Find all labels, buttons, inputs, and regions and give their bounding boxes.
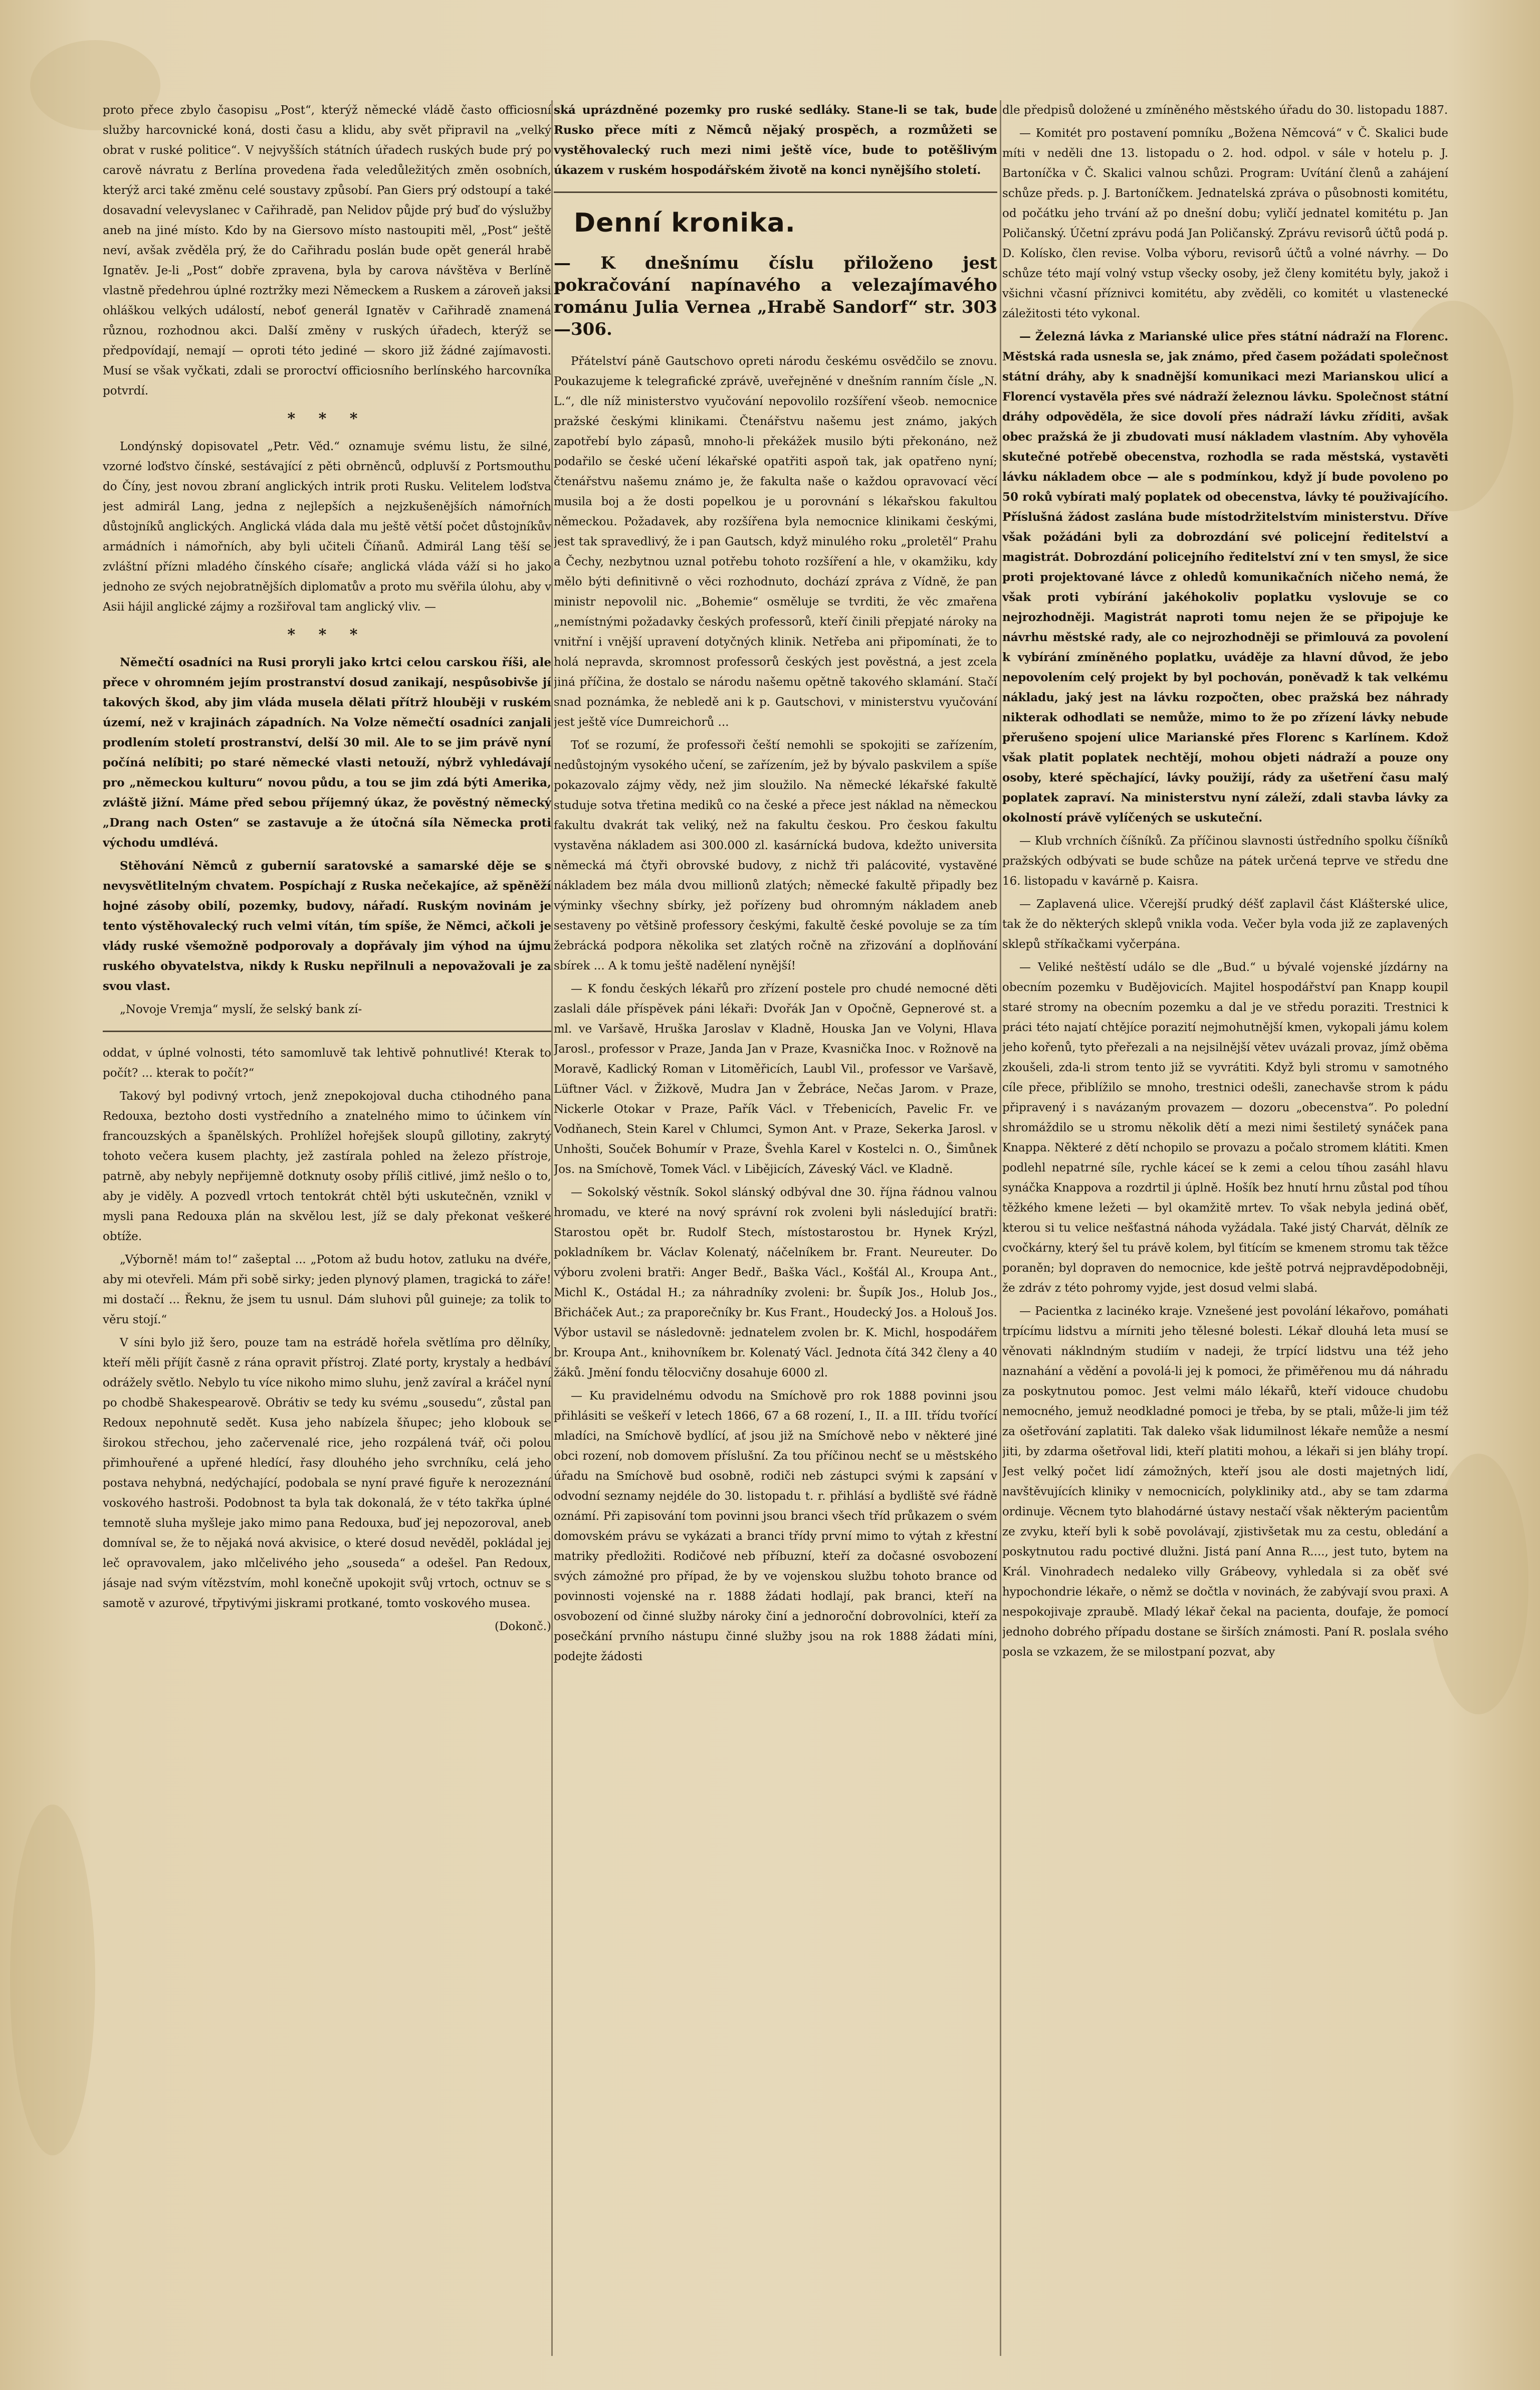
news-item: dle předpisů doložené u zmíněného městského úřadu do 30. listopadu 1887. [1002, 104, 1448, 117]
lead-notice: — K dnešnímu číslu přiloženo jest pokračování napínavého a velezajímavého románu Julia Vernea „Hrabě Sandorf“ str. 303—306. [554, 253, 997, 339]
news-item: Toť se rozumí, že professoři čeští nemohli se spokojiti se zařízením, nedůstojným vysokého učení, se zařízením, jež by bývalo paskvilem a spíše pokazovalo zájmy vědy, než jim sloužilo. Na německé lékařské fakultě studuje sotva třetina mediků co na české a přece jest náklad na německou fakultu dvakrát tak veliký, než na fakultu českou. Pro českou fakultu vystavěna nákladem asi 300.000 zl. kasárnícká budova, kdežto universita německá má čtyři obrovské budovy, z nichž tři palácovité, vystavěné nákladem bez mála dvou millionů zlatých; německé fakultě připadly bez výminky všechny sbírky, jež pořízeny bud ohromným nákladem aneb sestaveny po většině professory českými, fakultě české povoluje se za tím žebrácká podpora několika set zlatých ročně na zřizování a doplňování sbírek ... A k tomu ještě nadělení nynější! [554, 739, 997, 972]
article-paragraph: ská uprázdněné pozemky pro ruské sedláky. Stane-li se tak, bude Rusko přece míti z Němců nějaký prospěch, a rozmůžeti se vystěhovalecký ruch mezi nimi ještě více, bude to potěšlivým úkazem v ruském hospodářském životě na konci nynějšího století. [554, 103, 997, 177]
asterisk-separator: * * * [287, 410, 367, 428]
column-rule [551, 100, 553, 2356]
feuilleton-paragraph: „Výborně! mám to!“ zašeptal ... „Potom až budu hotov, zatluku na dvéře, aby mi otevřeli. Mám při sobě sirky; jeden plynový plamen, tragická to záře! mi dostačí ... Řeknu, že jsem tu usnul. Dám sluhovi půl guineje; za tolik to věru stojí.“ [103, 1253, 551, 1326]
to-be-continued: (Dokonč.) [494, 1620, 551, 1633]
asterisk-separator: * * * [287, 626, 367, 644]
column-left [103, 100, 551, 2366]
news-item: Přátelství páně Gautschovo opreti národu českému osvědčilo se znovu. Poukazujeme k telegrafické zprávě, uveřejněné v dnešním ranním čísle „N. L.“, dle níž ministerstvo vyučování nepovolilo rozšíření všeob. nemocnice pražské českými klinikami. Čtenářstvu našemu jest známo, jakých zapotřebí bylo zápasů, mnoho-li překážek musilo býti překonáno, než podařilo se české učení lékařské opatřiti aspoň tak, jak opatřeno nyní; čtenářstvu našemu známo je, že fakulta naše o každou opravovací věcí musila boj a že dosti popelkou je u porovnání s lékařskou fakultou německou. Požadavek, aby rozšířena byla nemocnice klinikami českými, jest tak spravedlivý, že i pan Gautsch, když minulého roku „proletěl“ Prahu a Čechy, nezbytnou uznal potřebu tohoto rozšíření a hle, v okamžiku, kdy mělo býti definitivně o věci rozhodnuto, dochází zpráva z Vídně, že pan ministr nepovolil nic. „Bohemie“ osměluje se tvrditi, že věc zmařena „nemístnými požadavky českých professorů, kteří činili přepjaté nároky na vnitřní i vnější upravení dotyčných klinik. Netřeba ani připomínati, že to holá nepravda, skromnost professorů českých jest pověstná, a jest zcela jiná příčina, že dostalo se národu našemu opětně takového sklamání. Stačí snad poznámka, že nebledě ani k p. Gautschovi, v ministerstvu vyučování jest ještě více Dumreichorů ... [554, 355, 997, 729]
section-heading: Denní kronika. [574, 208, 796, 238]
news-item: — K fondu českých lékařů pro zřízení postele pro chudé nemocné děti zaslali dále příspěvek páni lékaři: Dvořák Jan v Opočně, Gepnerové st. a ml. ve Varšavě, Hruška Jaroslav v Kladně, Houska Jan ve Volyni, Hlava Jarosl., professor v Praze, Janda Jan v Praze, Kvasnička Inoc. v Rožnově na Moravě, Kadlický Roman v Litoměřicích, Laubl Vil., professor ve Varšavě, Lüftner Václ. v Žižkově, Mudra Jan v Žebráce, Nečas Jarom. v Praze, Nickerle Otokar v Praze, Pařík Václ. v Třebenicích, Pavelic Fr. ve Vodňanech, Stein Karel v Chlumci, Symon Ant. v Praze, Sekerka Jarosl. v Unhošti, Souček Bohumír v Praze, Švehla Karel v Kostelci n. O., Šimůnek Jos. na Smíchově, Tomek Václ. v Libějicích, Záveský Václ. ve Kladně. [554, 982, 997, 1176]
article-paragraph: Němečtí osadníci na Rusi proryli jako krtci celou carskou říši, ale přece v ohromném jejím prostranství dosud zanikají, nespůsobivše jí takových škod, aby jim vláda musela dělati přítrž hlouběji v ruském území, než v krajinách západních. Na Volze němečtí osadníci zanjali prodlením století prostranství, delší 30 mil. Ale to se jim právě nyní počíná nelíbiti; po staré německé vlasti netouží, nýbrž vyhledávají pro „německou kulturu“ novou půdu, a tou se jim zdá býti Amerika, zvláště jižní. Máme před sebou příjemný úkaz, že pověstný německý „Drang nach Osten“ se zastavuje a že útočná síla Německa proti východu umdlévá. [103, 656, 551, 850]
article-paragraph: „Novoje Vremja“ myslí, že selský bank zí- [120, 1003, 362, 1016]
news-item: — Zaplavená ulice. Včerejší prudký déšť zaplavil část Klášterské ulice, tak že do některých sklepů vnikla voda. Večer byla voda již ze zaplavených sklepů stříkačkami vyčerpána. [1002, 898, 1448, 951]
article-paragraph: Londýnský dopisovatel „Petr. Věd.“ oznamuje svému listu, že silné, vzorné loďstvo čínské, sestávající z pěti obrněnců, odpluvší z Portsmouthu do Číny, jest novou zbraní anglických intrik proti Rusku. Velitelem loďstva jest admirál Lang, jedna z nejlepších a nejzkušenějších námořních důstojníků anglických. Anglická vláda dala mu ještě větší počet důstojníkův armádních i námořních, aby byli učiteli Číňanů. Admirál Lang těší se zvláštní přízni mladého čínského císaře; anglická vláda váží si ho jako jednoho ze svých nejobratnějších diplomatův a proto mu svěřila úlohu, aby v Asii hájil anglické zájmy a rozšiřoval tam anglický vliv. — [103, 440, 551, 614]
section-divider [554, 191, 997, 193]
column-middle [554, 100, 997, 2366]
feuilleton-paragraph: Takový byl podivný vrtoch, jenž znepokojoval ducha ctihodného pana Redouxa, beztoho dosti vystředního a znatelného mimo to účinkem vín francouzských a španělských. Prohlížel hořejšek sloupů gillotiny, zakrytý tohoto večera kusem plachty, jež zastírala pohled na železo přístroje, patrně, aby nebyly nepřijemně dotknuty osoby příliš citlivé, jimž nešlo o to, aby je viděly. A pozvedl vrtoch tentokrát chtěl býti uskutečněn, vznikl v mysli pana Redouxa plán na skvělou lest, jíž se daly překonat veškeré obtíže. [103, 1090, 551, 1243]
feuilleton-paragraph: V síni bylo již šero, pouze tam na estrádě hořela světlíma pro dělníky, kteří měli příjít časně z rána opravit přístroj. Zlaté porty, krystaly a hedbáví odrážely světlo. Nebylo tu více nikoho mimo sluhu, jenž zavíral a kráčel nyní po chodbě Shakespearově. Obrátiv se tedy ku svému „sousedu“, zůstal pan Redoux nepohnutě sedět. Kusa jeho nabízela šňupec; jeho klobouk se širokou střechou, jeho začervenalé rice, jeho rozpálená tvář, oči polou přimhouřené a upřené hledící, řasy dlouhého jeho svrchníku, celá jeho postava nehybná, nedýchající, podobala se nyní pravé figuře k nerozeznání voskového hastroši. Podobnost ta byla tak dokonalá, že v této takřka úplné temnotě sluha myšleje jako mimo pana Redouxa, buď jej nepozoroval, aneb domníval se, že to nějaká nová akvisice, o které dosud nevěděl, pokládal jej leč opravovalem, jako mlčelivého jeho „souseda“ a odešel. Pan Redoux, jásaje nad svým vítězstvím, mohl konečně upokojit svůj vrtoch, octnuv se s samotě v azurové, třpytivými jiskrami protkané, tomto voskového musea. [103, 1336, 551, 1610]
news-item: — Klub vrchních číšníků. Za příčinou slavnosti ústředního spolku číšníků pražských odbývati se bude schůze na pátek určená teprve ve středu dne 16. listopadu v kavárně p. Kaisra. [1002, 835, 1448, 888]
article-paragraph: proto přece zbylo časopisu „Post“, kterýž německé vládě často officiosní služby harcovnické koná, dosti času a klidu, aby svět připravil na „velký obrat v ruské politice“. V nejvyšších státních úřadech ruských bude prý po carově návratu z Berlína provedena řada veledůležitých změn osobních, kterýž arci také změnu celé soustavy způsobí. Pan Giers prý odstoupí a také dosavadní velevyslanec v Cařihradě, pan Nelidov půjde prý buď do výslužby aneb na jiné místo. Kdo by na Giersovo místo nastoupiti měl, „Post“ ještě neví, avšak zvěděla prý, že do Cařihradu poslán bude opět generál hrabě Ignatěv. Je-li „Post“ dobře zpravena, byla by carova návštěva v Berlíně vlastně předehrou úplné roztržky mezi Německem a Ruskem a zároveň jaksi ohláškou velkých událostí, neboť generál Ignatěv v Cařihradě znamená různou, rozhodnou akci. Další změny v ruských úřadech, kterýž se předpovídají, nemají — oproti této jediné — skoro již žádné zajímavosti. Musí se však vyčkati, zdali se proroctví officiosního berlínského harcovníka potvrdí. [103, 104, 551, 397]
article-paragraph: Stěhování Němců z gubernií saratovské a samarské děje se s nevysvětlitelným chvatem. Pospíchají z Ruska nečekajíce, až spěněží hojné zásoby obilí, pozemky, budovy, nářadí. Ruským novinám je tento výstěhovalecký ruch velmi vítán, tím spíše, že Němci, ačkoli je vlády ruské všemožně podporovaly a dopřávaly jim výhod na újmu ruského obyvatelstva, nikdy k Rusku nepřilnuli a nepovažovali je za svou vlast. [103, 859, 551, 993]
news-item: — Pacientka z lacinéko kraje. Vznešené jest povolání lékařovo, pomáhati trpícímu lidstvu a mírniti jeho tělesné bolesti. Lékař dlouhá leta musí se věnovati náklndným studiím v nadeji, že trpící lidstvu una též jeho naznahání a vědění a povolá-li jej k pomoci, že přiměřenou mu dá náhradu za poskytnutou pomoc. Jest velmi málo lékařů, kteří vidouce chudobu nemocného, jemuž neodkladné pomoci je třeba, by se ptali, může-li jim též za ošetřování zaplatiti. Tak daleko však lidumilnost lékaře nemůže a nesmí jiti, by zdarma ošetřoval lidi, kteří platiti mohou, a lékaři si jen bláhy tropí. Jest velký počet lidí zámožných, kteří jsou ale dosti majetných lidí, navštěvujících kliniky v nemocnicích, polykliniky atd., aby se tam zdarma ordinuje. Věcnem tyto blahodárné ústavy nestačí však některým pacientům ze zvyku, kteří byli k sobě povolávají, zjistivšetak mu za cestu, obledání a poskytnutou radu poctivé dlužni. Jistá paní Anna R...., jest tuto, bytem na Král. Vinohradech nedaleko villy Grábeovy, vyhledala si za oběť své hypochondrie lékaře, o němž se dočtla v novinách, že zabývají svou praxi. A nespokojivaje zpraubě. Mladý lékař čekal na pacienta, doufaje, že pomocí jednoho dobrého případu dostane se širších známosti. Paní R. poslala svého posla se vzkazem, že se milostpaní pozvat, aby [1002, 1305, 1448, 1659]
section-divider [103, 1031, 551, 1032]
news-item: — Sokolský věstník. Sokol slánský odbýval dne 30. října řádnou valnou hromadu, ve které na nový správní rok zvoleni byli následující bratři: Starostou opět br. Rudolf Stech, místostarostou br. Hynek Krýzl, pokladníkem br. Václav Kolenatý, náčelníkem br. Frant. Neureuter. Do výboru zvoleni bratři: Anger Bedř., Baška Václ., Košťál Al., Kroupa Ant., Michl K., Ostádal H.; za náhradníky zvoleni: br. Šupík Jos., Holub Jos., Břicháček Aut.; za praporečníky br. Kus Frant., Houdecký Jos. a Holouš Jos. Výbor ustavil se následovně: jednatelem zvolen br. K. Michl, hospodářem br. Kroupa Ant., knihovníkem br. Kolenatý Václ. Jednota čítá 342 členy a 40 žáků. Jmění fondu tělocvičny dosahuje 6000 zl. [554, 1186, 997, 1379]
feuilleton-paragraph: oddat, v úplné volnosti, této samomluvě tak lehtivě pohnutlivé! Kterak to počít? ... kterak to počít?“ [103, 1047, 551, 1080]
column-right [1002, 100, 1448, 2366]
news-item: — Železná lávka z Marianské ulice přes státní nádraží na Florenc. Městská rada usnesla se, jak známo, před časem požádati společnost státní dráhy, aby k snadnější komunikaci mezi Marianskou ulicí a Florencí vystavěla přes své nádraží železnou lávku. Společnost státní dráhy odpověděla, že sice dovolí přes nádraží lávku zříditi, avšak obec pražská že ji zbudovati musí nákladem vlastním. Aby vyhověla skutečné potřebě obecenstva, rozhodla se rada městská, vystavěti lávku nákladem obce — ale s podmínkou, když jí bude povoleno po 50 roků vybírati malý poplatek od obecenstva, lávky té použivajícího. Příslušná žádost zaslána bude místodržitelstvím ministerstvu. Dříve však požádáni byli za dobrozdání své policejní ředitelství a magistrát. Dobrozdání policejního ředitelství zní v ten smysl, že sice proti projektované lávce z ohledů komunikačních ničeho nemá, že však proti vybírání jakéhokoliv poplatku vyslovuje se co nejrozhodněji. Magistrát naproti tomu nejen že se připojuje ke návrhu městské rady, ale co nejrozhodněji se přimlouvá za povolení k vybírání zmíněného poplatku, uváděje za hlavní důvod, že jebo nepovolením celý projekt by byl pochován, poněvadž k tak velkému nákladu, jaký jest na lávku rozpočten, obec pražská bez náhrady nikterak odhodlati se nemůže, mimo to že po zřízení lávky nebude přerušeno spojení ulice Marianské přes Florenc s Karlínem. Kdož však platit poplatek nechtějí, mohou objeti nádraží a pouze ony osoby, které spěchající, lávky použijí, rády za ušetření času malý poplatek zapraví. Na ministerstvu nyní záleží, zdali stavba lávky za okolností právě vylíčených se uskuteční. [1002, 330, 1448, 825]
paper-stain [10, 1805, 95, 2155]
news-item: — Komitét pro postavení pomníku „Božena Němcová“ v Č. Skalici bude míti v neděli dne 13. listopadu o 2. hod. odpol. v sále v hotelu p. J. Bartoníčka v Č. Skalici valnou schůzi. Program: Uvítání členů a zahájení schůze předs. p. J. Bartoníčkem. Jednatelská zpráva o působnosti komitétu, od počátku jeho trvání až po dnešní dobu; vyličí jednatel komitétu p. Jan Poličanský. Účetní zprávu podá Jan Poličanský. Zprávu revisorů účtů podá p. D. Kolísko, člen revise. Volba výboru, revisorů účtů a volné návrhy. — Do schůze této mají volný vstup všecky osoby, jež členy komitétu byly, jakož i všichni včasní příznivci komitétu, aby zvěděli, co komitét u vlastenecké záležitosti této vykonal. [1002, 127, 1448, 320]
news-item: — Ku pravidelnému odvodu na Smíchově pro rok 1888 povinni jsou přihlásiti se veškeří v letech 1866, 67 a 68 rození, I., II. a III. třídu tvořící mladíci, na Smíchově bydlící, ať jsou již na Smíchově nebo v některé jiné obci rození, nob domovem příslušní. Za tou příčinou nechť se u městského úřadu na Smíchově bud osobně, rodiči neb zástupci svými k zapsání v odvodní seznamy nejdéle do 30. listopadu t. r. přihlásí a bydliště své řádně oznámí. Při zapisování tom povinni jsou branci všech tříd průkazem o svém domovském právu se vykázati a branci třídy první mimo to výtah z křestní matriky předložiti. Rodičové neb příbuzní, kteří za dočasné osvobození svých zámožné pro případ, že by ve vojenskou službu tohoto brance od povinnosti vojenské na r. 1888 žádati hodlají, pak branci, kteří na osvobození od činné služby nároky činí a jednoroční dobrovolníci, kteří za posečkání prvního nástupu činné služby jsou na rok 1888 žádati míni, podejte žádosti [554, 1389, 997, 1663]
column-rule [1000, 100, 1001, 2356]
news-item: — Veliké neštěstí událo se dle „Bud.“ u bývalé vojenské jízdárny na obecním pozemku v Budějovicích. Majitel hospodářství pan Knapp koupil staré stromy na obecním pozemku a dal je ve středu poraziti. Trestnici k práci této najatí chtějíce porazití nejmohutnější kmen, vykopali jámu kolem jeho kořenů, tyto přeřezali a na nejsilnější větev uvázali provaz, jímž oběma zkoušeli, zda-li strom tento již se vyvrátiti. Když byli stromu v samotného cíle přece, přiblížilo se mnoho, trestnici odešli, zanechavše strom k pádu připravený i s navázaným provazem — dozoru „obecenstva“. Po polední shromáždilo se u stromu několik dětí a mezi nimi šestiletý synáček pana Knappa. Některé z dětí nchopilo se provazu a počalo stromem klátiti. Kmen podlehl nepatrné síle, rychle káceí se k zemi a celou tíhou zasáhl hlavu synáčka Knappova a rozdrtil ji úplně. Hošík bez hnutí hrnu zůstal pod tíhou těžkého kmene ležeti — byl okamžitě mrtev. To však nebyla jediná oběť, kterou si tu velice nešťastná náhoda vyžádala. Také jistý Charvát, dělník ze cvočkárny, který šel tu právě kolem, byl ťitícím se kmenem stromu tak těžce poraněn; byl dopraven do nemocnice, kde ještě potrvá nejpravděpodobněji, že zdráv z této pohromy vyjde, jest dosud velmi slabá. [1002, 961, 1448, 1295]
